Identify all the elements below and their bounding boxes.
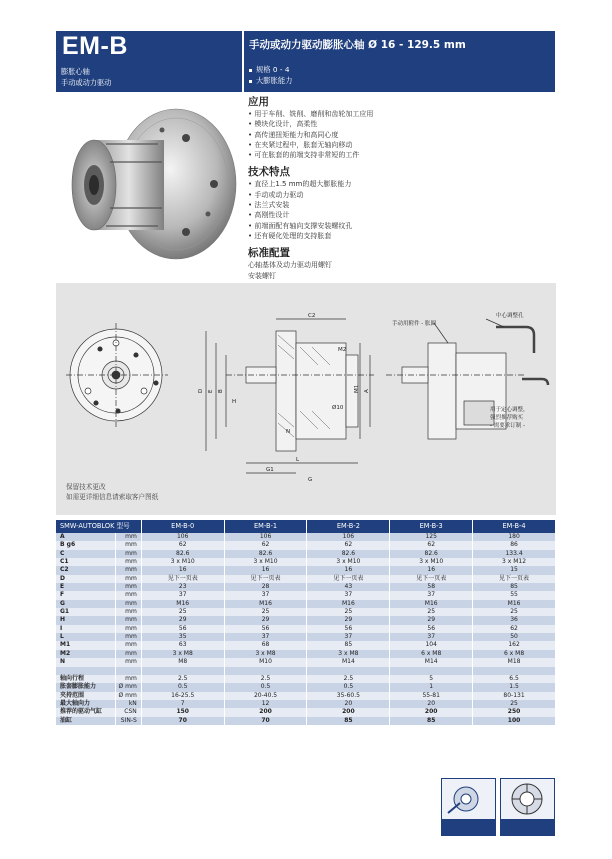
table-cell: 5 [390,675,473,683]
table-cell: 200 [224,708,307,716]
table-cell: 2.5 [141,675,224,683]
row-unit: mm [116,558,141,566]
row-unit: kN [116,700,141,708]
table-cell: M16 [224,600,307,608]
row-label: 推荐的驱动气缸 [56,708,116,716]
list-item: • 高刚性设计 [248,210,548,220]
callout-center: 中心调整孔 [496,313,524,319]
table-header-row [56,520,556,533]
table-cell: 62 [473,625,556,633]
table-row [56,533,556,541]
table-cell: 55 [473,591,556,599]
table-header-cell: EM-B-1 [224,520,307,533]
application-list [248,109,548,160]
section-title-tech: 技术特点 [248,166,290,179]
row-unit: SIN-S [116,717,141,725]
table-cell: 29 [390,616,473,624]
table-cell: 36 [473,616,556,624]
table-cell: 见下一页表 [390,575,473,583]
table-cell: M16 [307,600,390,608]
table-cell: M8 [141,658,224,666]
table-cell: 250 [473,708,556,716]
note-line: 如需更详细信息请索取客户图纸 [66,492,159,501]
table-cell: 82.6 [307,550,390,558]
list-item: • 用于车削、铣削、磨削和齿轮加工应用 [248,109,548,119]
table-row [56,700,556,708]
product-title: 手动或动力驱动膨胀心轴 Ø 16 - 129.5 mm [249,39,466,51]
table-cell: 106 [307,533,390,541]
section-title-standard: 标准配置 [248,247,290,260]
table-cell: M16 [141,600,224,608]
table-cell: 150 [141,708,224,716]
table-cell: 37 [390,591,473,599]
table-row [56,550,556,558]
row-unit: mm [116,658,141,666]
table-cell: 6 x M8 [390,650,473,658]
row-label: M2 [56,650,116,658]
row-unit: mm [116,541,141,549]
table-cell: M18 [473,658,556,666]
table-cell: 85 [307,641,390,649]
svg-text:L: L [296,457,300,463]
bullet-square-icon [249,69,252,72]
callout-manual: 手动用附件 - 胀圈 [392,321,436,327]
product-code: EM-B [62,32,128,60]
table-cell: 200 [390,708,473,716]
svg-text:D: D [198,388,204,393]
table-cell: 3 x M8 [224,650,307,658]
table-cell: 25 [307,608,390,616]
table-cell: 1 [390,683,473,691]
table-cell: 62 [390,541,473,549]
table-cell: 37 [390,633,473,641]
table-row [56,717,556,725]
table-row [56,541,556,549]
svg-text:C2: C2 [308,313,316,319]
row-unit: mm [116,675,141,683]
table-row [56,591,556,599]
table-cell: M14 [307,658,390,666]
table-row [56,675,556,683]
table-cell: 25 [473,700,556,708]
row-label: A [56,533,116,541]
table-cell: 62 [224,541,307,549]
icon-bar-right [500,820,555,836]
table-cell: 0.5 [224,683,307,691]
table-cell: 56 [141,625,224,633]
table-row [56,650,556,658]
table-header-cell: EM-B-0 [141,520,224,533]
svg-text:E: E [208,389,214,393]
callout-support-1: 用于定心调整， [490,407,529,413]
table-cell: 23 [141,583,224,591]
manual-clamp-icon [441,778,496,820]
table-cell: 1.5 [473,683,556,691]
table-cell: 37 [307,591,390,599]
row-label: C2 [56,566,116,574]
table-cell [390,667,473,675]
svg-text:G1: G1 [266,467,274,473]
table-row [56,566,556,574]
svg-text:G: G [308,477,313,483]
table-cell: 16 [224,566,307,574]
tech-list [248,179,548,241]
table-cell: 6 x M8 [473,650,556,658]
row-label: G [56,600,116,608]
row-unit: mm [116,608,141,616]
section-title-application: 应用 [248,96,269,108]
table-cell: 2.5 [307,675,390,683]
table-cell: 86 [473,541,556,549]
row-label: L [56,633,116,641]
row-label: G1 [56,608,116,616]
row-label: F [56,591,116,599]
table-row [56,625,556,633]
table-row [56,692,556,700]
table-cell [141,667,224,675]
table-cell: 16 [141,566,224,574]
table-cell: 56 [390,625,473,633]
table-row [56,558,556,566]
table-cell: 2.5 [224,675,307,683]
table-cell: 7 [141,700,224,708]
mandrel-end-icon [500,778,555,820]
table-row [56,633,556,641]
table-cell: 见下一页表 [473,575,556,583]
standard-line: 安装螺钉 [248,271,276,280]
table-cell: 29 [141,616,224,624]
table-cell: 35-60.5 [307,692,390,700]
table-row [56,667,556,675]
row-unit: mm [116,591,141,599]
table-cell: 35 [141,633,224,641]
row-unit: mm [116,633,141,641]
table-cell: 125 [390,533,473,541]
row-label [56,667,116,675]
table-cell: 50 [473,633,556,641]
row-unit: mm [116,533,141,541]
table-cell: 15 [473,566,556,574]
table-row [56,683,556,691]
table-cell: 162 [473,641,556,649]
subtitle-line: 膨胀心轴 [61,67,90,76]
spec-table [56,520,556,725]
row-label: 轴向行程 [56,675,116,683]
table-cell: 63 [141,641,224,649]
table-cell: 70 [224,717,307,725]
row-unit: mm [116,583,141,591]
list-item: • 可在胀套的前端支持非常短的工件 [248,150,548,160]
row-label: 夹持范围 [56,692,116,700]
row-label: 最大轴向力 [56,700,116,708]
table-cell: 见下一页表 [141,575,224,583]
row-unit: mm [116,641,141,649]
row-label: C1 [56,558,116,566]
technical-drawing [56,283,556,515]
table-header-cell: SMW-AUTOBLOK 型号 [56,520,141,533]
table-cell: 106 [141,533,224,541]
list-item: • 模块化设计，高柔性 [248,119,548,129]
row-unit [116,667,141,675]
list-item: • 在夹紧过程中，胀套无轴向移动 [248,140,548,150]
row-label: M1 [56,641,116,649]
row-unit: CSN [116,708,141,716]
row-unit: mm [116,550,141,558]
table-row [56,658,556,666]
row-label: N [56,658,116,666]
table-cell: 3 x M10 [141,558,224,566]
row-label: 油缸 [56,717,116,725]
table-cell: M14 [390,658,473,666]
row-label: C [56,550,116,558]
table-row [56,575,556,583]
table-row [56,600,556,608]
table-cell: 58 [390,583,473,591]
svg-text:A: A [364,389,370,393]
table-cell: 133.4 [473,550,556,558]
table-cell: 56 [224,625,307,633]
table-cell: 3 x M10 [307,558,390,566]
table-cell: M16 [390,600,473,608]
table-cell: 20 [390,700,473,708]
table-cell: 82.6 [224,550,307,558]
table-cell: 62 [307,541,390,549]
table-cell: 25 [473,608,556,616]
table-cell: 56 [307,625,390,633]
table-body [56,533,556,725]
table-cell: 82.6 [141,550,224,558]
header-right-panel [244,31,555,92]
row-unit: mm [116,616,141,624]
table-row [56,608,556,616]
mandrel-photo-illustration [58,92,243,277]
row-label: I [56,625,116,633]
table-cell: M16 [473,600,556,608]
table-cell: 62 [141,541,224,549]
table-header-cell: EM-B-4 [473,520,556,533]
table-cell: 25 [141,608,224,616]
table-cell: 29 [307,616,390,624]
table-cell: 见下一页表 [224,575,307,583]
row-unit: Ø mm [116,692,141,700]
table-cell: 0.5 [141,683,224,691]
table-cell: 0.5 [307,683,390,691]
table-cell: 85 [390,717,473,725]
callout-support-2: 强烈推荐购买 [490,415,524,421]
table-cell: 82.6 [390,550,473,558]
table-cell: 3 x M8 [307,650,390,658]
row-unit: mm [116,625,141,633]
svg-text:B: B [218,389,224,393]
list-item: • 还有硬化处理的支持胀套 [248,231,548,241]
table-cell: 3 x M12 [473,558,556,566]
header-left-panel [56,31,242,92]
table-cell: 68 [224,641,307,649]
table-row [56,641,556,649]
table-cell: 106 [224,533,307,541]
table-cell: 37 [141,591,224,599]
drawing-svg [56,283,556,515]
table-header-cell: EM-B-3 [390,520,473,533]
svg-text:H: H [232,399,237,405]
table-cell: 28 [224,583,307,591]
list-item: • 高传递扭矩能力和高同心度 [248,130,548,140]
table-cell: M10 [224,658,307,666]
feature-item: 规格 0 - 4 [249,64,292,75]
table-cell: 37 [307,633,390,641]
table-cell: 6.5 [473,675,556,683]
table-cell: 37 [224,591,307,599]
table-cell: 12 [224,700,307,708]
list-item: • 法兰式安装 [248,200,548,210]
row-label: E [56,583,116,591]
table-cell: 29 [224,616,307,624]
bullet-square-icon [249,80,252,83]
row-unit: Ø mm [116,683,141,691]
subtitle-line: 手动或动力驱动 [61,78,112,87]
callout-support-3: - 需要求订制 - [490,423,525,429]
table-cell: 80-131 [473,692,556,700]
list-item: • 手动或动力驱动 [248,190,548,200]
list-item: • 前端面配有轴向支撑安装螺纹孔 [248,221,548,231]
svg-text:Ø10: Ø10 [332,405,344,411]
table-cell: 3 x M10 [224,558,307,566]
row-unit: mm [116,600,141,608]
table-row [56,616,556,624]
icon-bar-left [441,820,496,836]
svg-text:M2: M2 [338,347,347,353]
table-cell: 见下一页表 [307,575,390,583]
svg-text:N: N [286,429,291,435]
feature-item: 大膨胀能力 [249,75,292,86]
table-cell: 20 [307,700,390,708]
standard-line: 心轴基体及动力驱动用螺钉 [248,261,332,270]
row-unit: mm [116,650,141,658]
table-cell: 200 [307,708,390,716]
svg-text:M1: M1 [354,384,360,393]
table-cell: 85 [473,583,556,591]
table-row [56,708,556,716]
row-label: H [56,616,116,624]
description-block [248,94,548,281]
table-cell [224,667,307,675]
table-row [56,583,556,591]
table-cell: 3 x M8 [141,650,224,658]
table-cell: 43 [307,583,390,591]
table-cell: 37 [224,633,307,641]
row-unit: mm [116,575,141,583]
table-cell: 85 [307,717,390,725]
row-label: B ɡ6 [56,541,116,549]
table-cell: 100 [473,717,556,725]
feature-list [249,64,292,86]
table-cell: 180 [473,533,556,541]
product-subtitle [61,66,111,88]
table-cell: 3 x M10 [390,558,473,566]
table-cell: 25 [390,608,473,616]
note-line: 保留技术更改 [66,483,106,491]
row-label: 胀套膨胀能力 [56,683,116,691]
table-cell: 16 [390,566,473,574]
table-cell [473,667,556,675]
list-item: • 直径上1.5 mm的超大膨胀能力 [248,179,548,189]
table-cell [307,667,390,675]
row-label: D [56,575,116,583]
table-cell: 70 [141,717,224,725]
product-photo [58,92,243,277]
row-unit: mm [116,566,141,574]
table-cell: 55-81 [390,692,473,700]
table-cell: 16 [307,566,390,574]
table-cell: 104 [390,641,473,649]
table-header-cell: EM-B-2 [307,520,390,533]
drawing-note [66,483,158,502]
table-cell: 16-25.5 [141,692,224,700]
table-cell: 25 [224,608,307,616]
table-cell: 20-40.5 [224,692,307,700]
